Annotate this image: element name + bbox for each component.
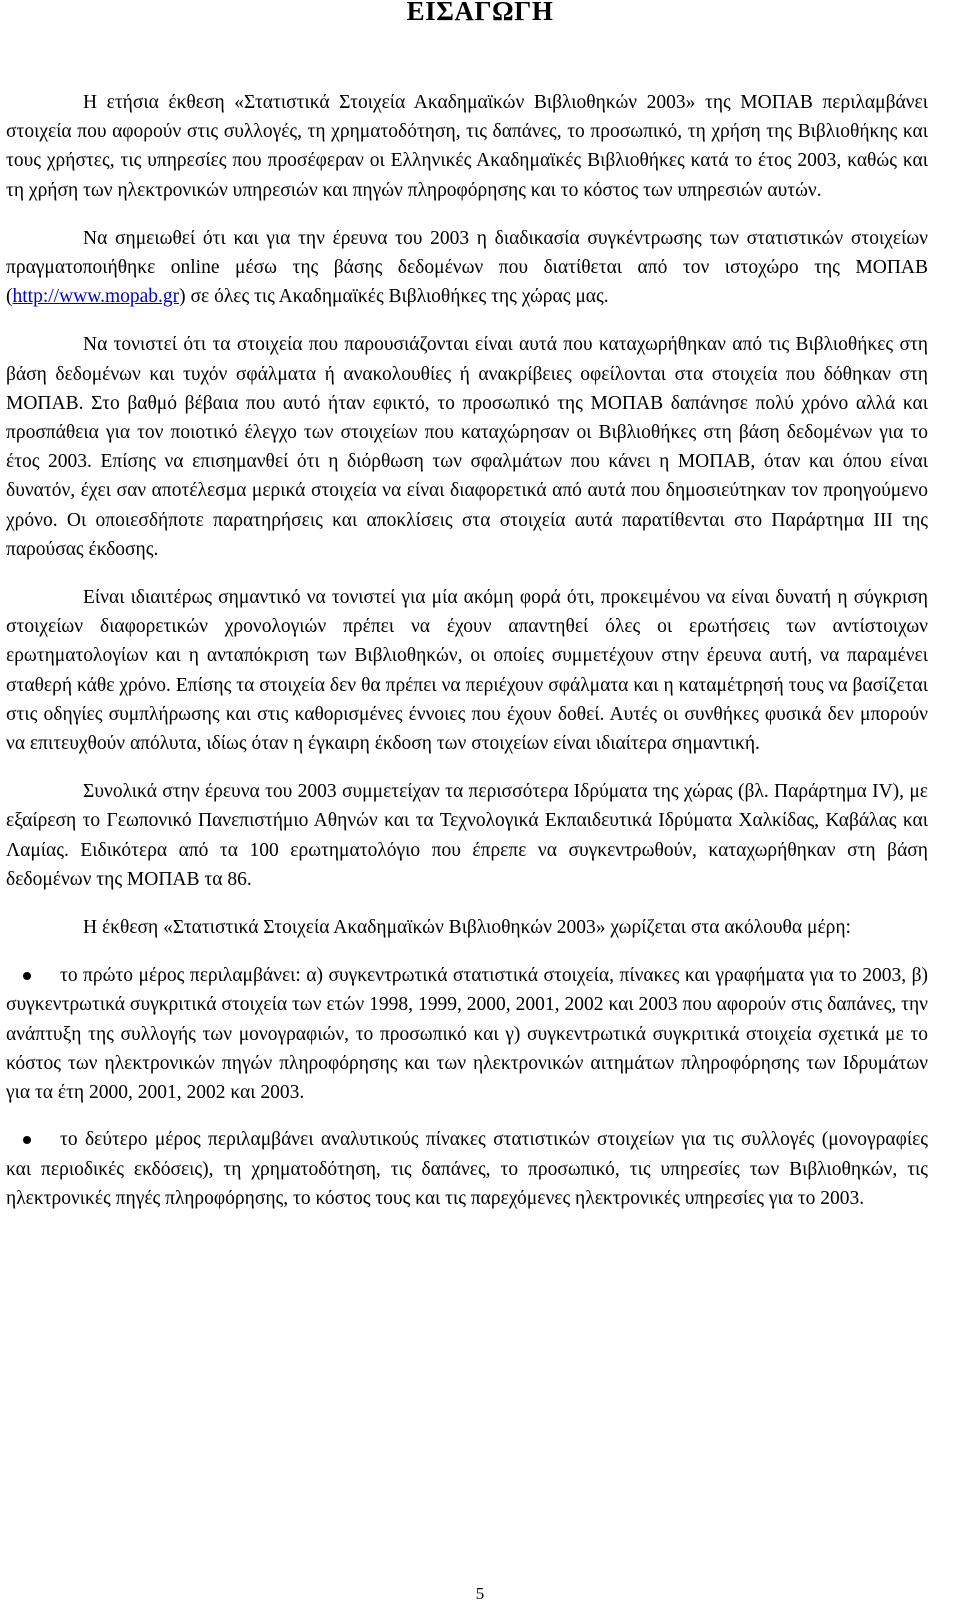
paragraph-online-survey	[6, 224, 928, 312]
page-title: ΕΙΣΑΓΩΓΗ	[406, 0, 554, 26]
page-number: 5	[475, 1584, 485, 1603]
paragraph-comparison: Είναι ιδιαιτέρως σημαντικό να τονιστεί για μία ακόμη φορά ότι, προκειμένου να είναι δυνατή η σύγκριση στοιχείων διαφορετικών χρονολογιών πρέπει να έχουν απαντηθεί όλες οι ερωτήσεις των αντίστοιχων ερωτηματολογίων και η ανταπόκριση των Βιβλιοθηκών, οι οποίες συμμετέχουν στην έρευνα αυτή, να παραμένει σταθερή κάθε χρόνο. Επίσης τα στοιχεία δεν θα πρέπει να περιέχουν σφάλματα και η καταμέτρησή τους να βασίζεται στις οδηγίες συμπλήρωσης και στις καθορισμένες έννοιες που έχουν δοθεί. Αυτές οι συνθήκες φυσικά δεν μπορούν να επιτευχθούν απόλυτα, ιδίως όταν η έγκαιρη έκδοση των στοιχείων είναι ιδιαίτερα σημαντική.	[6, 587, 928, 755]
report-parts-list	[6, 961, 928, 1213]
paragraph-intro: Η ετήσια έκθεση «Στατιστικά Στοιχεία Ακαδημαϊκών Βιβλιοθηκών 2003» της ΜΟΠΑΒ περιλαμβάνει στοιχεία που αφορούν στις συλλογές, τη χρηματοδότηση, τις δαπάνες, το προσωπικό, τη χρήση της Βιβλιοθήκης και τους χρήστες, τις υπηρεσίες που προσέφεραν οι Ελληνικές Ακαδημαϊκές Βιβλιοθήκες κατά το έτος 2003, καθώς και τη χρήση των ηλεκτρονικών υπηρεσιών και πηγών πληροφόρησης και το κόστος των υπηρεσιών αυτών.	[6, 92, 928, 201]
paragraph-report-structure: Η έκθεση «Στατιστικά Στοιχεία Ακαδημαϊκών Βιβλιοθηκών 2003» χωρίζεται στα ακόλουθα μέρη:	[83, 917, 851, 939]
paragraph-online-survey-text-before: Να σημειωθεί ότι και για την έρευνα του 2003 η διαδικασία συγκέντρωσης των στατιστικών στοιχείων πραγματοποιήθηκε online μέσω της βάσης δεδομένων που διατίθεται από τον ιστοχώρο της ΜΟΠΑΒ (	[6, 227, 928, 308]
list-item	[6, 1125, 928, 1213]
mopab-website-link[interactable]: http://www.mopab.gr	[12, 286, 180, 308]
paragraph-online-survey-text-after: ) σε όλες τις Ακαδημαϊκές Βιβλιοθήκες της χώρας μας.	[179, 286, 609, 308]
document-body	[6, 88, 928, 1231]
list-item-text: το πρώτο μέρος περιλαμβάνει: α) συγκεντρωτικά στατιστικά στοιχεία, πίνακες και γραφήματα για το 2003, β) συγκεντρωτικά συγκριτικά στοιχεία των ετών 1998, 1999, 2000, 2001, 2002 και 2003 που αφορούν στις δαπάνες, την ανάπτυξη της συλλογής των μονογραφιών, το προσωπικό και γ) συγκεντρωτικά συγκριτικά στοιχεία σχετικά με το κόστος των ηλεκτρονικών πηγών πληροφόρησης και των ηλεκτρονικών αιτημάτων πληροφόρησης των Ιδρυμάτων για τα έτη 2000, 2001, 2002 και 2003.	[6, 965, 928, 1104]
paragraph-participation: Συνολικά στην έρευνα του 2003 συμμετείχαν τα περισσότερα Ιδρύματα της χώρας (βλ. Παράρτημα IV), με εξαίρεση το Γεωπονικό Πανεπιστήμιο Αθηνών και τα Τεχνολογικά Εκπαιδευτικά Ιδρύματα Χαλκίδας, Καβάλας και Λαμίας. Ειδικότερα από τα 100 ερωτηματολόγιο που έπρεπε να συγκεντρωθούν, καταχωρήθηκαν στη βάση δεδομένων της ΜΟΠΑΒ τα 86.	[6, 781, 928, 890]
bullet-icon	[23, 1136, 31, 1144]
paragraph-data-quality: Να τονιστεί ότι τα στοιχεία που παρουσιάζονται είναι αυτά που καταχωρήθηκαν από τις Βιβλιοθήκες στη βάση δεδομένων και τυχόν σφάλματα ή ανακολουθίες ή ανακρίβειες οφείλονται στα στοιχεία που δόθηκαν στη ΜΟΠΑΒ. Στο βαθμό βέβαια που αυτό ήταν εφικτό, το προσωπικό της ΜΟΠΑΒ δαπάνησε πολύ χρόνο αλλά και προσπάθεια για τον ποιοτικό έλεγχο των στοιχείων που καταχώρησαν οι Βιβλιοθήκες στη βάση δεδομένων για το έτος 2003. Επίσης να επισημανθεί ότι η διόρθωση των σφαλμάτων που κάνει η ΜΟΠΑΒ, όταν και όπου είναι δυνατόν, έχει σαν αποτέλεσμα μερικά στοιχεία να είναι διαφορετικά από αυτά που δημοσιεύτηκαν τον προηγούμενο χρόνο. Οι οποιεσδήποτε παρατηρήσεις και αποκλίσεις στα στοιχεία αυτά παρατίθενται στο Παράρτημα ΙΙΙ της παρούσας έκδοσης.	[6, 334, 928, 560]
list-item-text: το δεύτερο μέρος περιλαμβάνει αναλυτικούς πίνακες στατιστικών στοιχείων για τις συλλογές (μονογραφίες και περιοδικές εκδόσεις), τη χρηματοδότηση, τις δαπάνες, το προσωπικό, τις υπηρεσίες των Βιβλιοθηκών, τις ηλεκτρονικές πηγές πληροφόρησης, το κόστος τους και τις παρεχόμενες ηλεκτρονικές υπηρεσίες για το 2003.	[6, 1129, 928, 1209]
bullet-icon	[23, 972, 31, 980]
list-item	[6, 961, 928, 1107]
